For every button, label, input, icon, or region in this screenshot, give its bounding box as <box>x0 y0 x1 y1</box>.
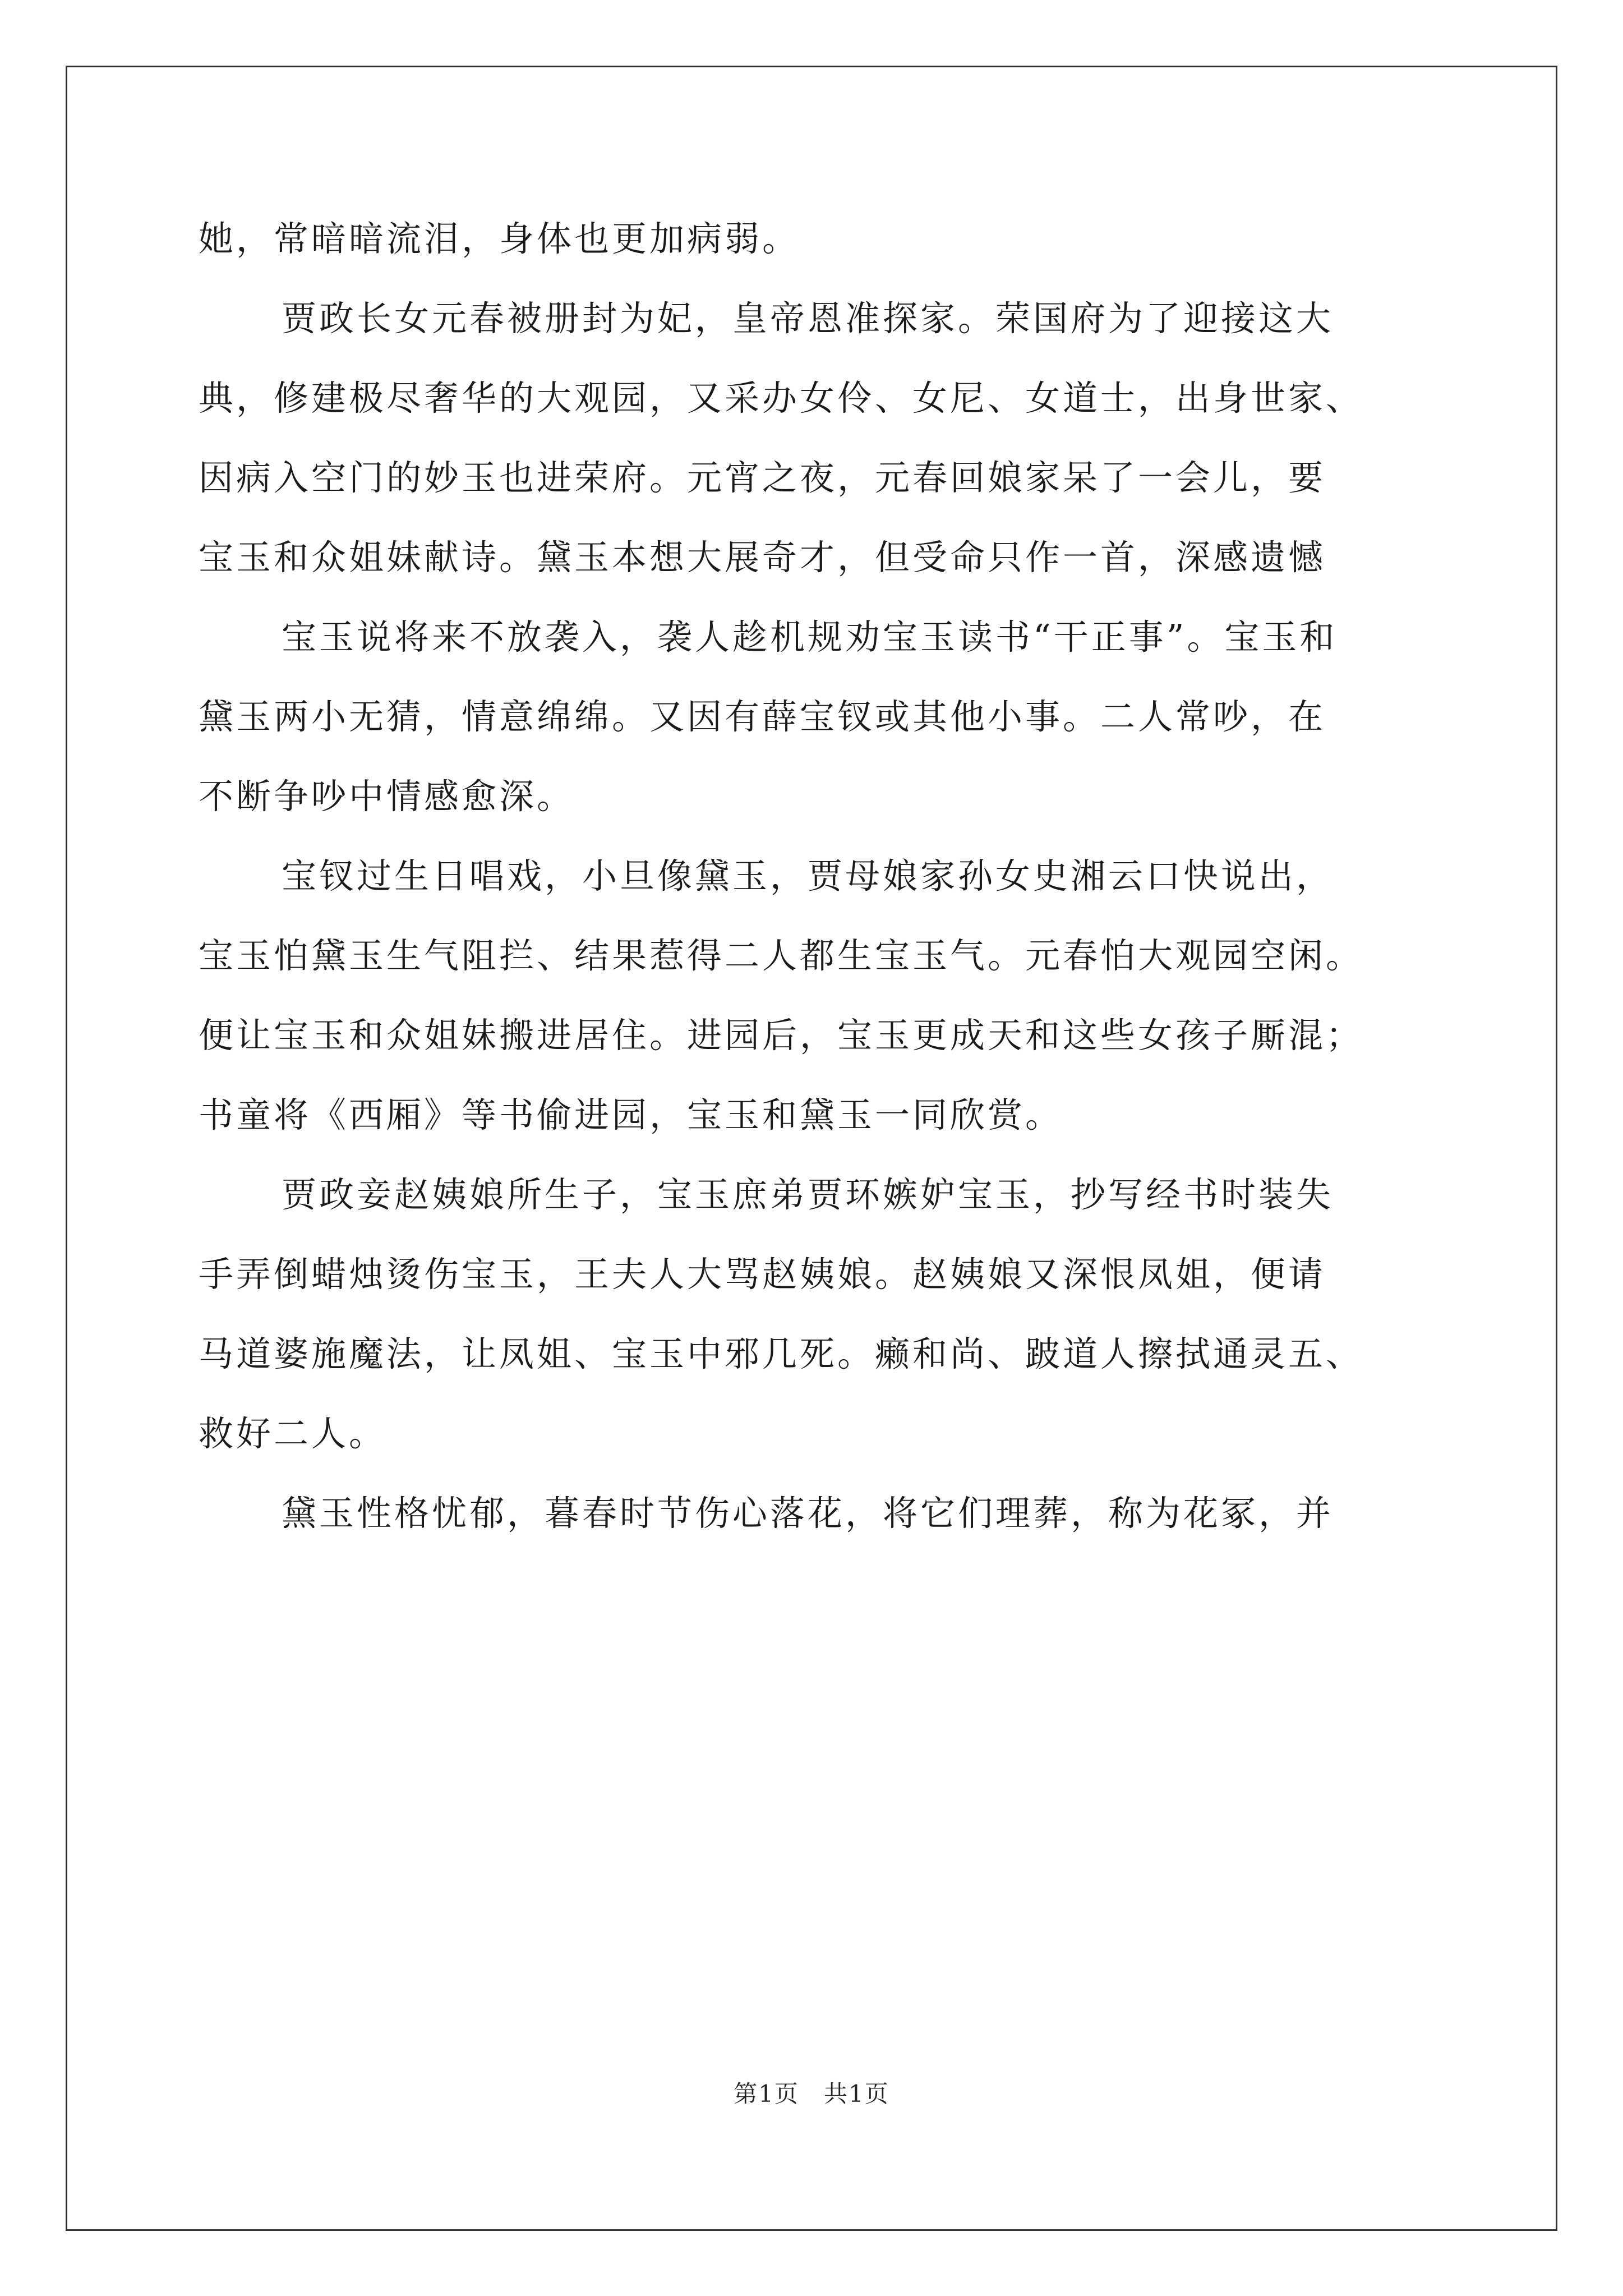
text-line: 不断争吵中情感愈深。 <box>199 776 575 817</box>
text-line: 宝钗过生日唱戏，小旦像黛玉，贾母娘家孙女史湘云口快说出， <box>282 855 1334 896</box>
text-line: 马道婆施魔法，让凤姐、宝玉中邪几死。癞和尚、跛道人擦拭通灵五、 <box>199 1333 1364 1374</box>
text-line: 救好二人。 <box>199 1413 387 1454</box>
text-line: 贾政长女元春被册封为妃，皇帝恩准探家。荣国府为了迎接这大 <box>282 298 1334 339</box>
text-line: 黛玉两小无猜，情意绵绵。又因有薛宝钗或其他小事。二人常吵，在 <box>199 696 1326 737</box>
text-line: 书童将《西厢》等书偷进园，宝玉和黛玉一同欣赏。 <box>199 1094 1063 1135</box>
text-line: 贾政妾赵姨娘所生子，宝玉庶弟贾环嫉妒宝玉，抄写经书时装失 <box>282 1174 1334 1215</box>
text-line: 手弄倒蜡烛烫伤宝玉，王夫人大骂赵姨娘。赵姨娘又深恨凤姐，便请 <box>199 1254 1326 1295</box>
page-number-footer: 第1页 共1页 <box>734 2080 889 2108</box>
text-line: 黛玉性格忧郁，暮春时节伤心落花，将它们理葬，称为花冢，并 <box>282 1493 1334 1534</box>
text-line: 便让宝玉和众姐妹搬进居住。进园后，宝玉更成天和这些女孩子厮混； <box>199 1015 1364 1056</box>
text-line: 宝玉怕黛玉生气阻拦、结果惹得二人都生宝玉气。元春怕大观园空闲。 <box>199 935 1364 976</box>
text-line: 她，常暗暗流泪，身体也更加病弱。 <box>199 218 800 259</box>
document-body <box>199 199 1449 1553</box>
text-line: 宝玉说将来不放袭入，袭人趁机规劝宝玉读书“干正事”。宝玉和 <box>282 616 1338 657</box>
text-line: 典，修建极尽奢华的大观园，又采办女伶、女尼、女道士，出身世家、 <box>199 378 1364 418</box>
text-line: 因病入空门的妙玉也进荣府。元宵之夜，元春回娘家呆了一会儿，要 <box>199 457 1326 498</box>
text-line: 宝玉和众姐妹献诗。黛玉本想大展奇才，但受命只作一首，深感遗憾 <box>199 537 1326 578</box>
